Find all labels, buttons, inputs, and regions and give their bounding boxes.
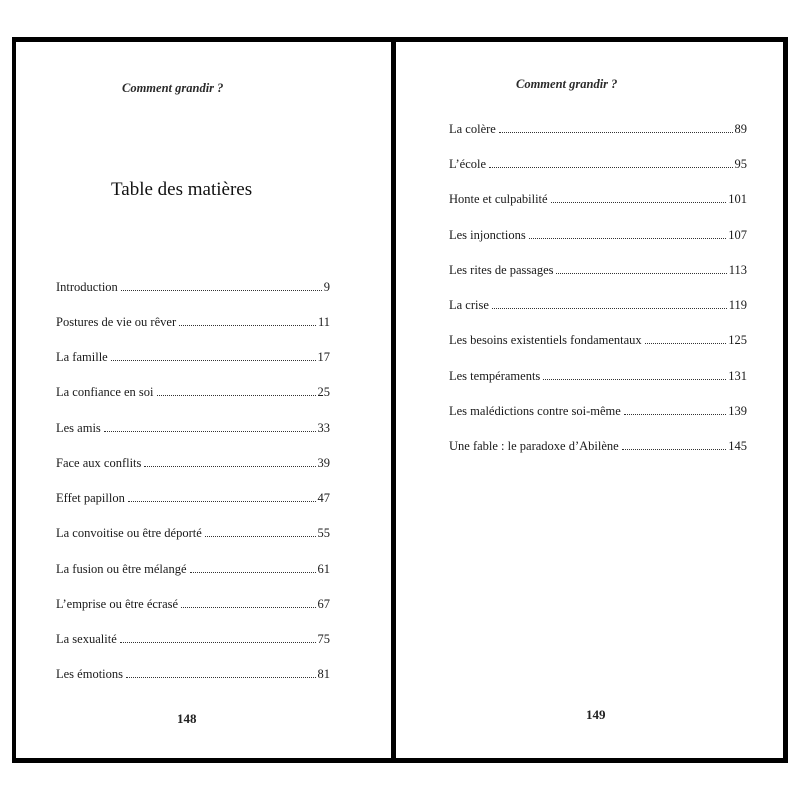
toc-entry (449, 261, 747, 277)
toc-entry-title: L’emprise ou être écrasé (56, 597, 179, 611)
dot-leader (104, 430, 316, 432)
dot-leader (499, 131, 733, 133)
dot-leader (111, 359, 316, 361)
toc-entry-page: 101 (728, 192, 747, 206)
toc-entry-title: Les malédictions contre soi-même (449, 404, 621, 418)
toc-entry-title: L’école (449, 157, 487, 171)
toc-entry (56, 630, 330, 646)
toc-entry (449, 296, 747, 312)
dot-leader (126, 676, 315, 678)
toc-entry-page: 55 (317, 526, 330, 540)
toc-entry-page: 75 (317, 632, 330, 646)
toc-entry (449, 155, 747, 171)
left-page (16, 42, 391, 758)
dot-leader (190, 571, 316, 573)
toc-entry-title: La crise (449, 298, 489, 312)
toc-entry (449, 367, 747, 383)
dot-leader (492, 307, 727, 309)
toc-entry-page: 89 (734, 122, 747, 136)
toc-entry-title: La sexualité (56, 632, 117, 646)
toc-entry-page: 125 (728, 333, 747, 347)
toc-entry (56, 313, 330, 329)
toc-entry-page: 9 (323, 280, 330, 294)
dot-leader (181, 606, 315, 608)
toc-entry-page: 119 (728, 298, 747, 312)
toc-entry (56, 665, 330, 681)
dot-leader (120, 641, 316, 643)
dot-leader (205, 535, 316, 537)
toc-entry-page: 139 (728, 404, 747, 418)
dot-leader (622, 448, 727, 450)
toc-entry-page: 131 (728, 369, 747, 383)
toc-entry-title: La confiance en soi (56, 385, 154, 399)
toc-entry-title: Effet papillon (56, 491, 125, 505)
running-header: Comment grandir ? (122, 81, 224, 95)
toc-entry (56, 454, 330, 470)
dot-leader (551, 201, 727, 203)
dot-leader (645, 342, 727, 344)
toc-entry (56, 560, 330, 576)
dot-leader (529, 237, 727, 239)
toc-entry-title: La convoitise ou être déporté (56, 526, 202, 540)
toc-entry-page: 17 (317, 350, 330, 364)
running-header: Comment grandir ? (516, 77, 618, 91)
toc-entry (56, 595, 330, 611)
toc-entry (449, 402, 747, 418)
dot-leader (157, 394, 316, 396)
right-page (396, 42, 783, 758)
toc-entry-page: 113 (728, 263, 747, 277)
dot-leader (624, 413, 726, 415)
toc-entry-page: 33 (317, 421, 330, 435)
toc-entry-page: 67 (317, 597, 330, 611)
dot-leader (543, 378, 726, 380)
toc-entry-page: 95 (734, 157, 747, 171)
toc-title: Table des matières (111, 179, 253, 200)
toc-entry-page: 25 (317, 385, 330, 399)
dot-leader (489, 166, 732, 168)
toc-entry (449, 120, 747, 136)
toc-entry-title: Face aux conflits (56, 456, 142, 470)
toc-entry-title: La famille (56, 350, 108, 364)
toc-entry-page: 61 (317, 562, 330, 576)
dot-leader (556, 272, 726, 274)
toc-entry-title: Introduction (56, 280, 118, 294)
toc-entry-title: Une fable : le paradoxe d’Abilène (449, 439, 619, 453)
toc-entry-page: 145 (728, 439, 747, 453)
toc-entry (449, 226, 747, 242)
toc-entry (449, 190, 747, 206)
toc-entry-title: Les besoins existentiels fondamentaux (449, 333, 642, 347)
page-number: 148 (177, 711, 197, 726)
toc-entry (56, 524, 330, 540)
dot-leader (144, 465, 315, 467)
dot-leader (128, 500, 316, 502)
toc-entry (56, 383, 330, 399)
toc-entry (56, 419, 330, 435)
toc-entry-title: Les émotions (56, 667, 124, 681)
toc-entry-title: Postures de vie ou rêver (56, 315, 177, 329)
toc-entry-title: Les amis (56, 421, 101, 435)
dot-leader (121, 289, 322, 291)
toc-entry-page: 39 (317, 456, 330, 470)
toc-entry-page: 107 (728, 228, 747, 242)
toc-entry-page: 11 (317, 315, 330, 329)
toc-entry-title: La fusion ou être mélangé (56, 562, 187, 576)
toc-entry-title: La colère (449, 122, 496, 136)
toc-entry (56, 278, 330, 294)
toc-entry-title: Les tempéraments (449, 369, 541, 383)
toc-entry-page: 47 (317, 491, 330, 505)
dot-leader (179, 324, 316, 326)
toc-entry (449, 437, 747, 453)
toc-entry (56, 348, 330, 364)
toc-entry-page: 81 (317, 667, 330, 681)
page-number: 149 (586, 707, 606, 722)
toc-entry-title: Les injonctions (449, 228, 526, 242)
toc-entry (449, 331, 747, 347)
toc-entry-title: Les rites de passages (449, 263, 554, 277)
toc-entry-title: Honte et culpabilité (449, 192, 548, 206)
toc-entry (56, 489, 330, 505)
